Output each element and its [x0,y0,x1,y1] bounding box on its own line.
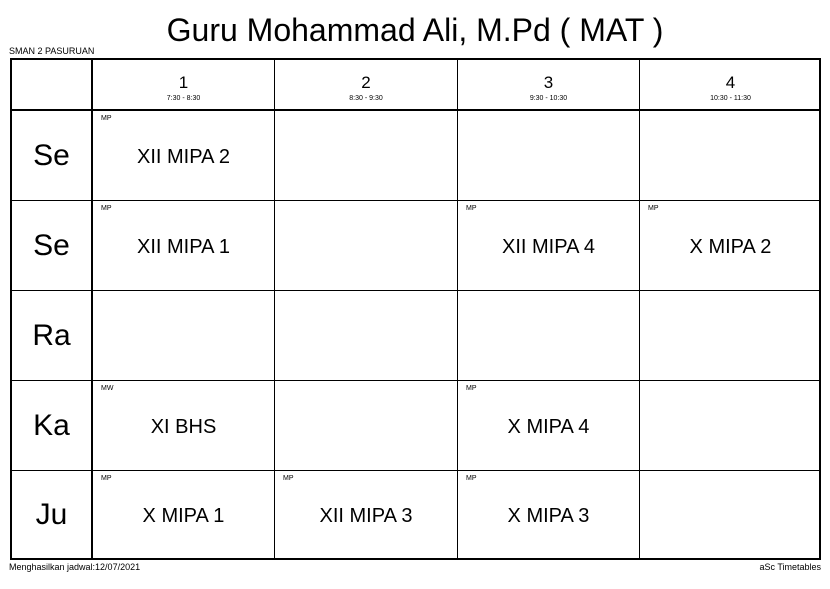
class-name: XII MIPA 3 [319,504,413,527]
period-time: 8:30 - 9:30 [349,95,383,102]
period-number: 4 [725,73,736,92]
generated-date: Menghasilkan jadwal:12/07/2021 [9,562,141,572]
period-header-2 [275,60,457,110]
period-time: 7:30 - 8:30 [166,95,201,102]
class-name: XII MIPA 4 [502,235,595,258]
class-name: X MIPA 3 [507,504,590,527]
lesson-cell[interactable] [640,201,821,290]
class-name: XI BHS [150,415,217,438]
grid-divider [12,290,819,291]
class-name: XII MIPA 1 [137,235,230,258]
subject-code: MP [283,475,294,482]
period-header-1 [93,60,274,110]
period-time: 9:30 - 10:30 [529,95,568,102]
period-number: 3 [543,73,554,92]
day-label: Se [33,228,70,262]
day-label: Ju [35,497,68,531]
lesson-cell[interactable] [93,471,274,558]
subject-code: MW [101,385,114,392]
period-time: 10:30 - 11:30 [710,95,751,102]
class-name: X MIPA 4 [507,415,590,438]
lesson-cell[interactable] [458,201,639,290]
school-name: SMAN 2 PASURUAN [9,46,95,56]
lesson-cell[interactable] [93,381,274,470]
lesson-cell[interactable] [275,471,457,558]
lesson-cell[interactable] [93,111,274,200]
lesson-cell[interactable] [458,381,639,470]
lesson-cell[interactable] [458,471,639,558]
period-number: 1 [178,73,189,92]
day-label: Se [33,138,70,172]
grid-divider [639,60,640,558]
day-label: Ka [33,408,70,442]
subject-code: MP [466,205,477,212]
subject-code: MP [648,205,659,212]
subject-code: MP [466,385,477,392]
class-name: XII MIPA 2 [137,145,230,168]
lesson-cell[interactable] [93,201,274,290]
subject-code: MP [101,115,112,122]
class-name: X MIPA 2 [689,235,772,258]
day-label: Ra [32,318,71,352]
page-title: Guru Mohammad Ali, M.Pd ( MAT ) [166,12,664,48]
class-name: X MIPA 1 [142,504,225,527]
period-header-3 [458,60,639,110]
period-header-4 [640,60,821,110]
subject-code: MP [466,475,477,482]
period-number: 2 [361,73,371,92]
subject-code: MP [101,475,112,482]
timetable-grid [10,58,821,560]
brand-label: aSc Timetables [759,562,821,572]
subject-code: MP [101,205,112,212]
